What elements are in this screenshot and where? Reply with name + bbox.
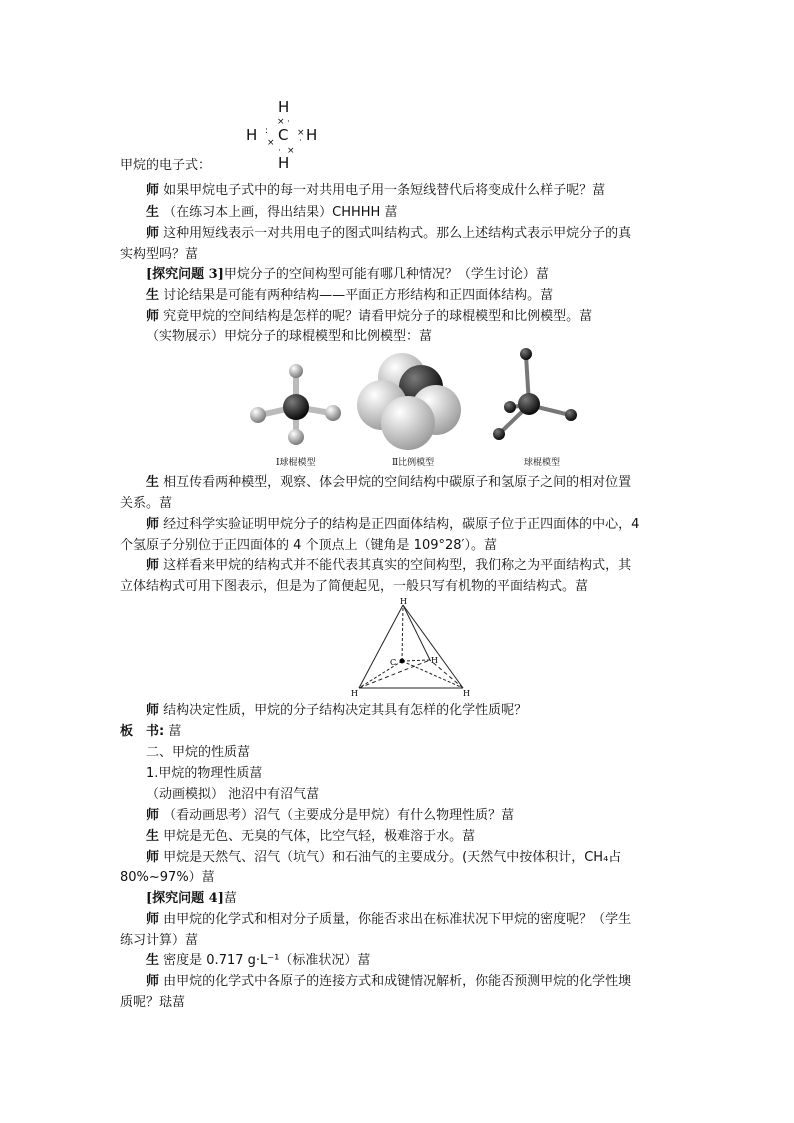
electron-mark: × — [287, 146, 295, 156]
hydrogen-atom — [565, 409, 577, 421]
paragraph-text: 结构决定性质，甲烷的分子结构决定其具有怎样的化学性质呢？ — [163, 703, 528, 718]
tetra-label-top: H — [400, 597, 407, 606]
speaker: [探究问题 4] — [146, 891, 224, 906]
electron-mark: × — [267, 138, 275, 148]
hydrogen-atom — [250, 407, 266, 423]
carbon-center-dot — [400, 659, 405, 664]
paragraph — [146, 286, 706, 306]
paragraph — [120, 722, 680, 742]
hydrogen-atom — [325, 405, 341, 421]
paragraph — [146, 224, 706, 244]
paragraph-continued: 关系。葍 — [120, 496, 173, 511]
hydrogen-atom — [288, 429, 304, 445]
paragraph-continued: 质呢？琺葍 — [120, 995, 186, 1010]
model-caption-1: Ⅰ球棍模型 — [276, 458, 316, 468]
electron-mark: · — [299, 136, 302, 146]
electron-mark: × — [297, 128, 305, 138]
atom-h-top: H — [278, 98, 290, 116]
paragraph — [146, 181, 706, 201]
paragraph-continued: 实构型吗？葍 — [120, 247, 199, 262]
paragraph — [146, 889, 706, 909]
paragraph — [146, 515, 706, 535]
tetrahedron-diagram — [345, 595, 475, 703]
paragraph — [146, 972, 706, 992]
paragraph-text: （实物展示）甲烷分子的球棍模型和比例模型：葍 — [146, 329, 433, 344]
paragraph — [146, 806, 706, 826]
paragraph-text: 这样看来甲烷的结构式并不能代表其真实的空间构型，我们称之为平面结构式，其 — [163, 558, 632, 573]
speaker: 师 — [146, 850, 160, 865]
tetra-label-right-inner: H — [431, 656, 438, 665]
space-filling-model — [357, 353, 461, 450]
hydrogen-atom — [493, 428, 505, 440]
section-heading: 二、甲烷的性质葍 — [146, 745, 251, 760]
tetra-label-bottom-left: H — [351, 689, 358, 698]
speaker: 师 — [146, 808, 160, 823]
electron-mark: × — [277, 117, 285, 127]
paragraph: （动画模拟） 池沼中有沼气葍 — [146, 787, 320, 802]
paragraph — [146, 827, 706, 847]
subsection-heading: 1.甲烷的物理性质葍 — [146, 766, 263, 781]
paragraph-text: 这种用短线表示一对共用电子的图式叫结构式。那么上述结构式表示甲烷分子的真 — [163, 226, 632, 241]
paragraph — [146, 701, 706, 721]
hydrogen-atom — [289, 364, 303, 378]
methane-models-figure — [236, 345, 596, 470]
speaker: 生 — [146, 953, 160, 968]
carbon-atom — [518, 393, 540, 415]
paragraph-text: 甲烷是无色、无臭的气体，比空气轻，极难溶于水。葍 — [163, 829, 476, 844]
electron-mark: : — [265, 126, 269, 136]
atom-h-bottom: H — [278, 154, 290, 172]
paragraph — [146, 848, 706, 868]
electron-mark: · — [287, 117, 290, 127]
paragraph-text: 如果甲烷电子式中的每一对共用电子用一条短线替代后将变成什么样子呢？葍 — [163, 183, 606, 198]
speaker: 生 — [146, 288, 160, 303]
speaker: 师 — [146, 558, 160, 573]
tetra-label-bottom-right: H — [463, 689, 470, 698]
tetra-label-center: C — [390, 658, 397, 667]
paragraph-text: 究竟甲烷的空间结构是怎样的呢？请看甲烷分子的球棍模型和比例模型。葍 — [163, 309, 593, 324]
speaker: 板 书: — [120, 724, 165, 739]
speaker: 师 — [146, 309, 160, 324]
paragraph-text: （在练习本上画，得出结果）CHHHH 葍 — [163, 205, 398, 220]
electron-mark: · — [278, 146, 281, 156]
paragraph-text: 葍 — [223, 891, 237, 906]
paragraph — [146, 951, 706, 971]
paragraph-continued: 个氢原子分别位于正四面体的 4 个顶点上（键角是 109°28′）。葍 — [120, 538, 497, 553]
paragraph-text: 经过科学实验证明甲烷分子的结构是正四面体结构，碳原子位于正四面体的中心，4 — [163, 517, 640, 532]
speaker: 师 — [146, 703, 160, 718]
electron-formula-label: 甲烷的电子式： — [120, 158, 212, 173]
speaker: 师 — [146, 183, 160, 198]
paragraph — [146, 265, 706, 285]
ball-stick-model-1 — [250, 364, 341, 445]
paragraph — [146, 556, 706, 576]
paragraph-text: 由甲烷的化学式和相对分子质量，你能否求出在标准状况下甲烷的密度呢？（学生 — [163, 912, 632, 927]
paragraph-continued: 立体结构式可用下图表示，但是为了简便起见，一般只写有机物的平面结构式。葍 — [120, 579, 589, 594]
speaker: 生 — [146, 829, 160, 844]
paragraph-text: 葍 — [168, 724, 182, 739]
paragraph — [146, 203, 706, 223]
paragraph-continued: 练习计算）葍 — [120, 933, 199, 948]
paragraph-text: 由甲烷的化学式中各原子的连接方式和成键情况解析，你能否预测甲烷的化学性墺 — [163, 974, 632, 989]
atom-h-right: H — [306, 126, 318, 144]
paragraph-continued: 80%~97%）葍 — [120, 870, 215, 885]
speaker: 师 — [146, 517, 160, 532]
paragraph — [146, 307, 706, 327]
paragraph — [146, 327, 706, 347]
paragraph-text: 甲烷是天然气、沼气（坑气）和石油气的主要成分。(天然气中按体积计，CH₄占 — [163, 850, 622, 865]
paragraph — [146, 910, 706, 930]
speaker: 师 — [146, 912, 160, 927]
speaker: 生 — [146, 205, 160, 220]
paragraph-text: 讨论结果是可能有两种结构——平面正方形结构和正四面体结构。葍 — [163, 288, 554, 303]
paragraph-text: （看动画思考）沼气（主要成分是甲烷）有什么物理性质？葍 — [163, 808, 515, 823]
speaker: 生 — [146, 475, 160, 490]
ball-stick-model-2 — [493, 348, 577, 440]
speaker: [探究问题 3] — [146, 267, 224, 282]
hydrogen-atom — [520, 348, 532, 360]
atom-c-center: C — [278, 126, 289, 144]
model-caption-2: Ⅱ比例模型 — [392, 458, 435, 468]
paragraph-text: 甲烷分子的空间构型可能有哪几种情况？（学生讨论）葍 — [223, 267, 549, 282]
hydrogen-atom — [504, 401, 516, 413]
speaker: 师 — [146, 974, 160, 989]
carbon-atom — [283, 394, 309, 420]
paragraph-text: 相互传看两种模型，观察、体会甲烷的空间结构中碳原子和氢原子之间的相对位置 — [163, 475, 632, 490]
paragraph — [146, 473, 706, 493]
atom-h-left: H — [246, 126, 258, 144]
speaker: 师 — [146, 226, 160, 241]
model-caption-3: 球棍模型 — [524, 458, 561, 468]
paragraph-text: 密度是 0.717 g·L⁻¹（标准状况）葍 — [163, 953, 371, 968]
